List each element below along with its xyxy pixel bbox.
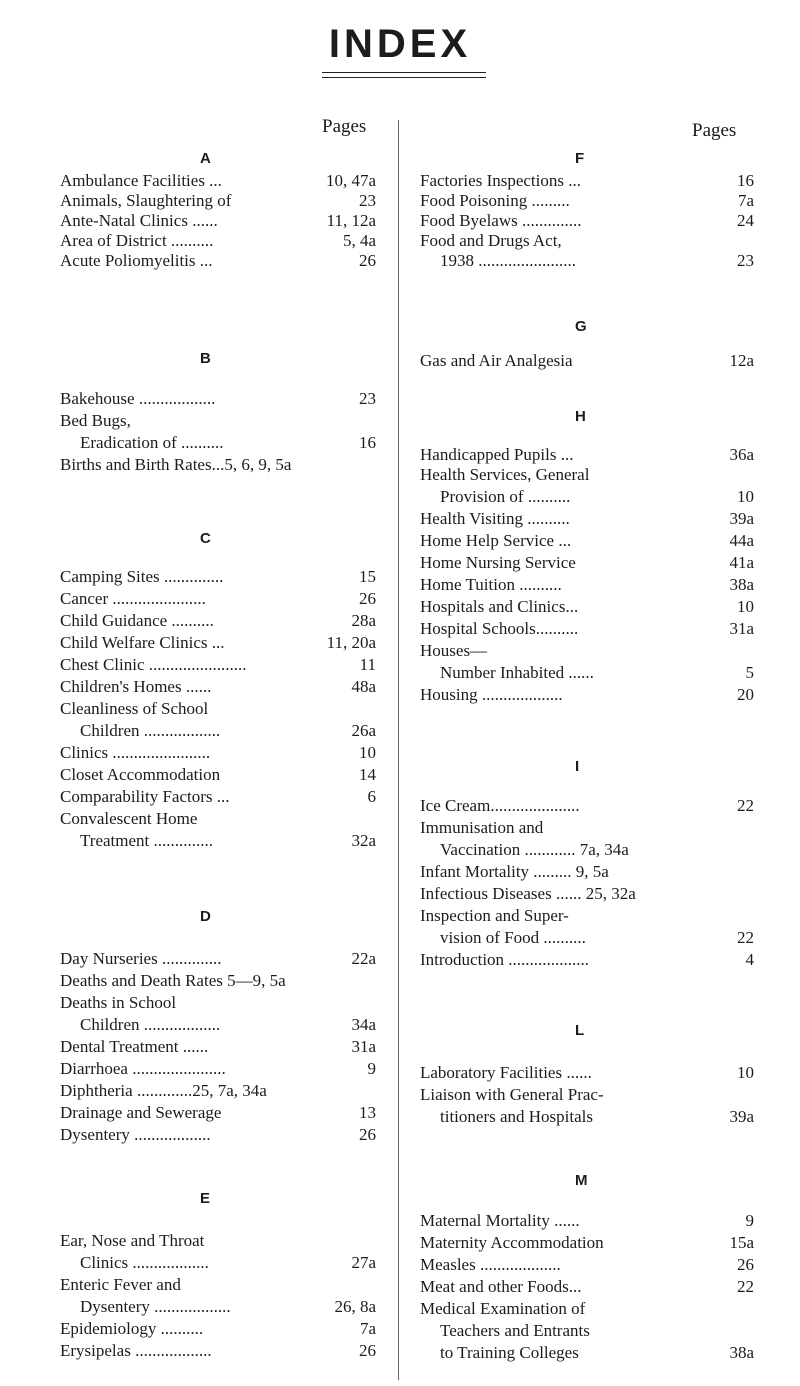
entry-text: Home Nursing Service — [420, 553, 576, 572]
entry-page: 9 — [367, 1059, 376, 1078]
entry-text: Measles ................... — [420, 1255, 561, 1274]
index-entry — [60, 742, 376, 764]
entry-text: Health Services, General — [420, 465, 590, 484]
entry-page: 22a — [351, 949, 376, 968]
entry-text: Liaison with General Prac- — [420, 1085, 604, 1104]
index-entry — [60, 566, 376, 588]
entry-text: Treatment .............. — [80, 831, 214, 850]
entry-page: 41a — [729, 553, 754, 572]
entry-page: 11 — [359, 655, 376, 674]
entry-page: 11, 12a — [326, 211, 376, 230]
entry-text: Bed Bugs, — [60, 411, 131, 430]
entry-text: Children's Homes ...... — [60, 677, 212, 696]
entry-text: Children .................. — [80, 721, 221, 740]
index-entry — [60, 830, 376, 852]
index-entry — [420, 640, 754, 662]
index-entry — [420, 250, 754, 272]
entry-text: Introduction ................... — [420, 950, 590, 969]
entry-text: Houses— — [420, 641, 488, 660]
entry-page: 5, 4a — [342, 231, 376, 250]
entry-page: 23 — [359, 191, 376, 210]
entry-page: 22 — [737, 928, 754, 947]
entry-page: 16 — [737, 171, 754, 190]
entry-page: 10 — [737, 1063, 754, 1082]
section-letter-h: H — [575, 408, 586, 425]
section-letter-f: F — [575, 150, 585, 167]
entry-text: Clinics ....................... — [60, 743, 211, 762]
entry-page: 26, 8a — [334, 1297, 376, 1316]
entry-text: Acute Poliomyelitis ... — [60, 251, 213, 270]
index-entry — [60, 1252, 376, 1274]
entry-page: 6 — [367, 787, 376, 806]
entry-text: Food and Drugs Act, — [420, 231, 562, 250]
entry-text: Hospitals and Clinics... — [420, 597, 579, 616]
index-entry — [60, 210, 376, 232]
entry-page: 28a — [351, 611, 376, 630]
entry-page: 26a — [351, 721, 376, 740]
entry-text: Dental Treatment ...... — [60, 1037, 209, 1056]
index-entry — [420, 230, 754, 252]
entry-text: to Training Colleges — [440, 1343, 579, 1362]
entry-page: 32a — [351, 831, 376, 850]
index-entry — [420, 210, 754, 232]
entry-text: Closet Accommodation — [60, 765, 221, 784]
index-entry — [420, 1276, 754, 1298]
index-entry — [60, 432, 376, 454]
index-entry — [60, 1036, 376, 1058]
entry-page: 5 — [745, 663, 754, 682]
index-entry — [420, 1342, 754, 1364]
entry-page: 39a — [729, 1107, 754, 1126]
index-entry — [60, 1058, 376, 1080]
entry-page: 24 — [737, 211, 754, 230]
page-title: INDEX — [328, 22, 472, 66]
entry-text: Number Inhabited ...... — [440, 663, 594, 682]
entry-text: Area of District .......... — [60, 231, 214, 250]
index-entry — [60, 454, 376, 476]
entry-page: 31a — [729, 619, 754, 638]
index-entry — [60, 720, 376, 742]
section-letter-d: D — [200, 908, 211, 925]
entry-text: Animals, Slaughtering of — [60, 191, 232, 210]
index-entry — [60, 1318, 376, 1340]
entry-text: Bakehouse .................. — [60, 389, 216, 408]
index-entry — [420, 1084, 754, 1106]
entry-page: 48a — [351, 677, 376, 696]
entry-text: Day Nurseries .............. — [60, 949, 222, 968]
index-entry — [420, 949, 754, 971]
entry-page: 26 — [359, 1125, 376, 1144]
entry-text: Maternal Mortality ...... — [420, 1211, 580, 1230]
entry-page: 22 — [737, 796, 754, 815]
entry-text: Health Visiting .......... — [420, 509, 570, 528]
section-letter-e: E — [200, 1190, 211, 1207]
index-entry — [420, 1232, 754, 1254]
entry-page: 23 — [359, 389, 376, 408]
index-entry — [60, 250, 376, 272]
entry-page: 7a — [737, 191, 754, 210]
column-divider — [398, 120, 399, 1380]
index-entry — [420, 1298, 754, 1320]
index-entry — [420, 1062, 754, 1084]
index-entry — [60, 948, 376, 970]
entry-text: Infant Mortality ......... 9, 5a — [420, 862, 609, 881]
entry-text: Laboratory Facilities ...... — [420, 1063, 592, 1082]
index-entry — [60, 1274, 376, 1296]
entry-page: 14 — [359, 765, 376, 784]
entry-text: titioners and Hospitals — [440, 1107, 593, 1126]
entry-text: Food Poisoning ......... — [420, 191, 570, 210]
entry-text: Food Byelaws .............. — [420, 211, 582, 230]
entry-text: Comparability Factors ... — [60, 787, 230, 806]
index-entry — [60, 676, 376, 698]
index-entry — [60, 632, 376, 654]
section-letter-m: M — [575, 1172, 588, 1189]
entry-text: Child Welfare Clinics ... — [60, 633, 225, 652]
entry-text: Immunisation and — [420, 818, 544, 837]
entry-text: Convalescent Home — [60, 809, 198, 828]
pages-header-left: Pages — [322, 116, 367, 137]
index-entry — [60, 970, 376, 992]
entry-page: 31a — [351, 1037, 376, 1056]
index-entry — [420, 883, 754, 905]
entry-page: 26 — [737, 1255, 754, 1274]
index-entry — [60, 610, 376, 632]
entry-text: Infectious Diseases ...... 25, 32a — [420, 884, 636, 903]
entry-text: Diphtheria .............25, 7a, 34a — [60, 1081, 267, 1100]
index-entry — [420, 190, 754, 212]
index-entry — [60, 1080, 376, 1102]
index-entry — [420, 795, 754, 817]
entry-page: 10 — [359, 743, 376, 762]
index-entry — [420, 861, 754, 883]
entry-text: Vaccination ............ 7a, 34a — [440, 840, 629, 859]
entry-text: Camping Sites .............. — [60, 567, 224, 586]
entry-text: Cancer ...................... — [60, 589, 206, 608]
section-letter-g: G — [575, 318, 587, 335]
index-entry — [420, 927, 754, 949]
entry-text: Hospital Schools.......... — [420, 619, 579, 638]
index-entry — [60, 808, 376, 830]
section-letter-a: A — [200, 150, 211, 167]
entry-text: Ear, Nose and Throat — [60, 1231, 205, 1250]
index-entry — [420, 618, 754, 640]
entry-page: 12a — [729, 351, 754, 370]
index-entry — [420, 574, 754, 596]
section-letter-c: C — [200, 530, 211, 547]
index-entry — [420, 552, 754, 574]
index-entry — [420, 1210, 754, 1232]
index-entry — [420, 817, 754, 839]
entry-text: Drainage and Sewerage — [60, 1103, 222, 1122]
entry-text: Child Guidance .......... — [60, 611, 214, 630]
entry-text: Ice Cream..................... — [420, 796, 580, 815]
index-entry — [60, 1340, 376, 1362]
entry-text: Diarrhoea ...................... — [60, 1059, 226, 1078]
entry-text: Housing ................... — [420, 685, 563, 704]
index-entry — [420, 1320, 754, 1342]
entry-page: 13 — [359, 1103, 376, 1122]
index-entry — [420, 530, 754, 552]
entry-page: 26 — [359, 251, 376, 270]
entry-page: 20 — [737, 685, 754, 704]
entry-page: 27a — [351, 1253, 376, 1272]
section-letter-l: L — [575, 1022, 585, 1039]
entry-text: Inspection and Super- — [420, 906, 569, 925]
entry-page: 16 — [359, 433, 376, 452]
title-rule-bottom — [322, 77, 486, 78]
index-entry — [60, 410, 376, 432]
entry-text: Maternity Accommodation — [420, 1233, 604, 1252]
index-entry — [60, 1230, 376, 1252]
index-entry — [420, 486, 754, 508]
entry-text: Home Tuition .......... — [420, 575, 562, 594]
entry-text: Ante-Natal Clinics ...... — [60, 211, 218, 230]
entry-page: 15 — [359, 567, 376, 586]
entry-page: 39a — [729, 509, 754, 528]
entry-text: Teachers and Entrants — [440, 1321, 590, 1340]
entry-text: Gas and Air Analgesia — [420, 351, 573, 370]
entry-text: Handicapped Pupils ... — [420, 445, 574, 464]
entry-page: 10 — [737, 487, 754, 506]
entry-page: 11, 20a — [326, 633, 376, 652]
entry-page: 38a — [729, 1343, 754, 1362]
index-entry — [420, 596, 754, 618]
index-entry — [420, 508, 754, 530]
section-letter-b: B — [200, 350, 211, 367]
entry-text: Factories Inspections ... — [420, 171, 581, 190]
index-entry — [60, 654, 376, 676]
index-entry — [60, 764, 376, 786]
entry-page: 10 — [737, 597, 754, 616]
index-entry — [60, 190, 376, 212]
index-entry — [60, 698, 376, 720]
entry-page: 44a — [729, 531, 754, 550]
entry-text: Children .................. — [80, 1015, 221, 1034]
entry-page: 26 — [359, 589, 376, 608]
entry-text: Dysentery .................. — [60, 1125, 211, 1144]
entry-text: Erysipelas .................. — [60, 1341, 212, 1360]
index-entry — [420, 839, 754, 861]
entry-page: 7a — [359, 1319, 376, 1338]
entry-text: Deaths and Death Rates 5—9, 5a — [60, 971, 286, 990]
index-entry — [60, 1124, 376, 1146]
entry-text: Ambulance Facilities ... — [60, 171, 222, 190]
entry-page: 34a — [351, 1015, 376, 1034]
index-entry — [60, 1102, 376, 1124]
entry-page: 36a — [729, 445, 754, 464]
index-entry — [420, 350, 754, 372]
entry-text: Births and Birth Rates...5, 6, 9, 5a — [60, 455, 292, 474]
entry-page: 4 — [745, 950, 754, 969]
entry-page: 26 — [359, 1341, 376, 1360]
index-entry — [420, 444, 754, 466]
entry-page: 38a — [729, 575, 754, 594]
pages-header-right: Pages — [692, 120, 737, 141]
entry-page: 22 — [737, 1277, 754, 1296]
index-entry — [60, 1296, 376, 1318]
index-entry — [420, 662, 754, 684]
entry-text: Enteric Fever and — [60, 1275, 181, 1294]
entry-text: Provision of .......... — [440, 487, 571, 506]
entry-page: 23 — [737, 251, 754, 270]
entry-text: vision of Food .......... — [440, 928, 586, 947]
entry-page: 9 — [745, 1211, 754, 1230]
entry-text: Meat and other Foods... — [420, 1277, 582, 1296]
index-entry — [420, 170, 754, 192]
index-entry — [420, 1106, 754, 1128]
entry-text: Dysentery .................. — [80, 1297, 231, 1316]
index-entry — [420, 1254, 754, 1276]
entry-page: 10, 47a — [325, 171, 376, 190]
index-entry — [60, 992, 376, 1014]
entry-text: Chest Clinic ....................... — [60, 655, 247, 674]
title-rule-top — [322, 72, 486, 73]
entry-text: Cleanliness of School — [60, 699, 209, 718]
entry-text: Medical Examination of — [420, 1299, 586, 1318]
index-entry — [420, 905, 754, 927]
index-entry — [60, 588, 376, 610]
index-entry — [60, 1014, 376, 1036]
index-entry — [60, 170, 376, 192]
index-entry — [60, 786, 376, 808]
entry-text: Deaths in School — [60, 993, 177, 1012]
entry-page: 15a — [729, 1233, 754, 1252]
entry-text: Eradication of .......... — [80, 433, 224, 452]
entry-text: 1938 ....................... — [440, 251, 576, 270]
section-letter-i: I — [575, 758, 580, 775]
entry-text: Clinics .................. — [80, 1253, 209, 1272]
index-entry — [60, 388, 376, 410]
index-entry — [420, 684, 754, 706]
index-entry — [60, 230, 376, 252]
entry-text: Home Help Service ... — [420, 531, 572, 550]
entry-text: Epidemiology .......... — [60, 1319, 204, 1338]
index-entry — [420, 464, 754, 486]
